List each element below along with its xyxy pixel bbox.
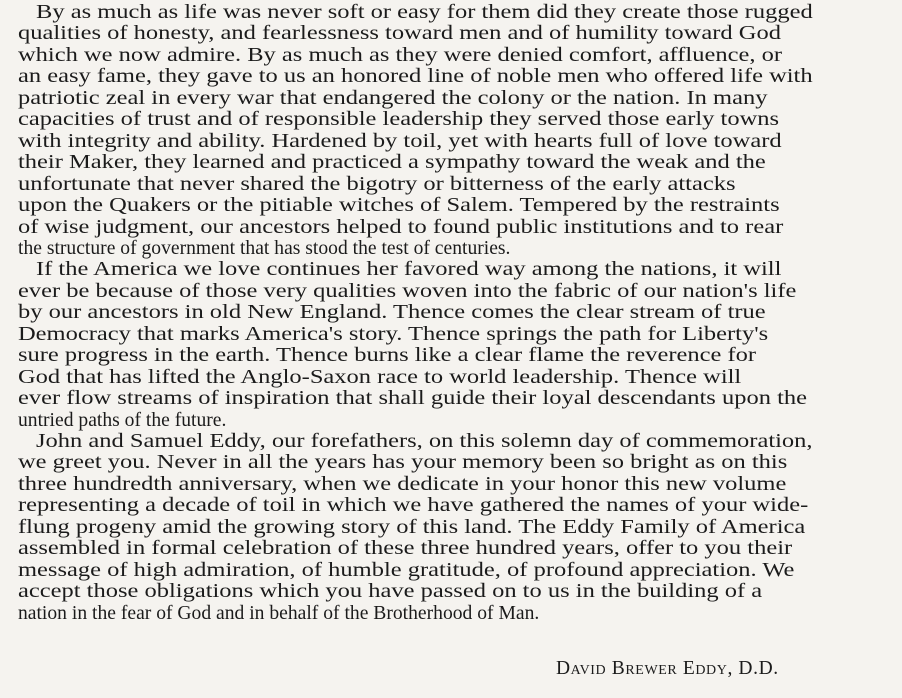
text-line: upon the Quakers or the pitiable witches of Salem. Tempered by the restraints (18, 195, 780, 217)
text-line: unfortunate that never shared the bigotry or bitterness of the early attacks (18, 173, 736, 195)
text-line: God that has lifted the Anglo-Saxon race to world leadership. Thence will (18, 366, 742, 388)
text-line: with integrity and ability. Hardened by toil, yet with hearts full of love toward (18, 130, 782, 152)
text-line: Democracy that marks America's story. Thence springs the path for Liberty's (18, 323, 769, 345)
text-line: flung progeny amid the growing story of this land. The Eddy Family of America (18, 516, 806, 538)
text-line: we greet you. Never in all the years has your memory been so bright as on this (18, 452, 788, 474)
text-line: of wise judgment, our ancestors helped to found public institutions and to rear (18, 216, 784, 238)
text-line: John and Samuel Eddy, our forefathers, on this solemn day of commemoration, (36, 431, 813, 452)
text-line: representing a decade of toil in which we have gathered the names of your wide- (18, 495, 809, 517)
signature: David Brewer Eddy, D.D. (556, 658, 779, 679)
text-line: their Maker, they learned and practiced a sympathy toward the weak and the (18, 152, 766, 174)
text-line: accept those obligations which you have passed on to us in the building of a (18, 581, 763, 603)
text-line: by our ancestors in old New England. Thence comes the clear stream of true (18, 302, 766, 324)
text-line: untried paths of the future. (18, 409, 227, 431)
text-line: If the America we love continues her favored way among the nations, it will (36, 259, 782, 281)
text-line: the structure of government that has stood the test of centuries. (18, 237, 511, 259)
text-line: an easy fame, they gave to us an honored line of noble men who offered life with (18, 66, 813, 88)
text-line: By as much as life was never soft or easy for them did they create those rugged (36, 2, 813, 23)
text-line: capacities of trust and of responsible leadership they served those early towns (18, 109, 780, 131)
text-line: assembled in formal celebration of these three hundred years, offer to you their (18, 538, 793, 560)
text-line: ever be because of those very qualities woven into the fabric of our nation's life (18, 280, 797, 302)
text-line: message of high admiration, of humble gratitude, of profound appreciation. We (18, 559, 795, 581)
text-line: three hundredth anniversary, when we dedicate in your honor this new volume (18, 473, 787, 495)
text-line: ever flow streams of inspiration that shall guide their loyal descendants upon the (18, 388, 808, 410)
text-line: patriotic zeal in every war that endangered the colony or the nation. In many (18, 87, 768, 109)
text-line: sure progress in the earth. Thence burns like a clear flame the reverence for (18, 345, 757, 367)
text-line: nation in the fear of God and in behalf of the Brotherhood of Man. (18, 602, 540, 624)
text-line: qualities of honesty, and fearlessness toward men and of humility toward God (18, 23, 781, 45)
text-line: which we now admire. By as much as they were denied comfort, affluence, or (18, 44, 782, 66)
